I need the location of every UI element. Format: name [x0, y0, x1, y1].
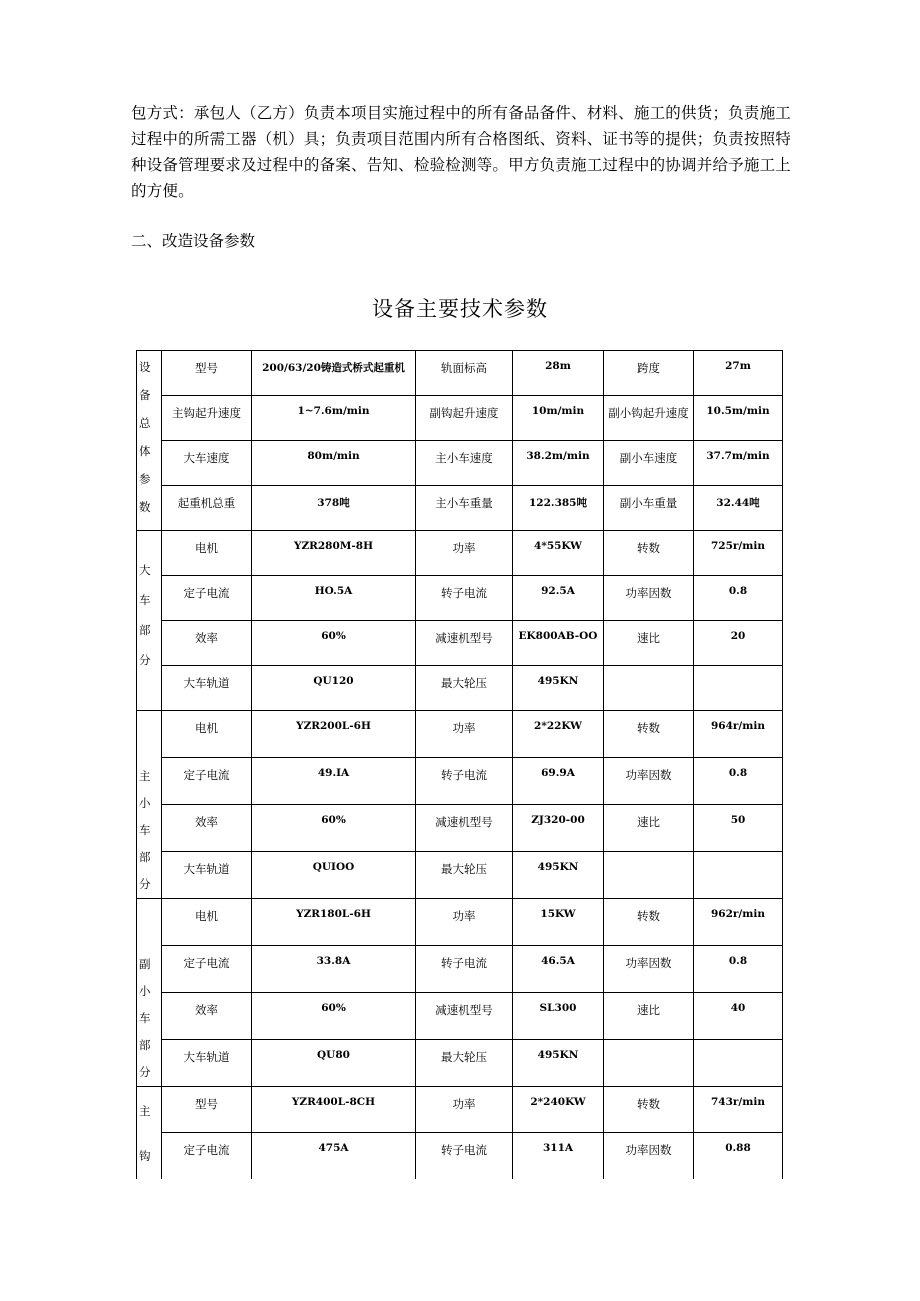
label-cell: 定子电流	[162, 576, 252, 621]
value-cell: 725r/min	[694, 531, 783, 576]
label-cell: 跨度	[604, 351, 694, 396]
value-cell: YZR280M-8H	[252, 531, 416, 576]
value-cell: 33.8A	[252, 946, 416, 993]
value-cell: YZR400L-8CH	[252, 1087, 416, 1133]
label-cell: 大车轨道	[162, 852, 252, 899]
value-cell: QUIOO	[252, 852, 416, 899]
value-cell: 20	[694, 621, 783, 666]
label-cell: 功率	[416, 531, 513, 576]
label-cell: 电机	[162, 531, 252, 576]
label-cell: 效率	[162, 993, 252, 1040]
value-cell: 122.385吨	[513, 486, 604, 531]
table-row	[137, 351, 783, 396]
value-cell: 27m	[694, 351, 783, 396]
params-table	[136, 350, 783, 1179]
label-cell: 效率	[162, 621, 252, 666]
table-row	[137, 1133, 783, 1179]
value-cell: 962r/min	[694, 899, 783, 946]
value-cell: SL300	[513, 993, 604, 1040]
label-cell: 大车轨道	[162, 1040, 252, 1087]
group-label-main-trolley: 主小车部分	[137, 711, 162, 899]
table-row	[137, 666, 783, 711]
label-cell: 转子电流	[416, 946, 513, 993]
label-cell: 型号	[162, 351, 252, 396]
label-cell: 功率因数	[604, 946, 694, 993]
table-row	[137, 441, 783, 486]
value-cell: 2*22KW	[513, 711, 604, 758]
label-cell: 转数	[604, 531, 694, 576]
label-cell: 副钩起升速度	[416, 396, 513, 441]
table-row	[137, 852, 783, 899]
value-cell: 69.9A	[513, 758, 604, 805]
table-title: 设备主要技术参数	[372, 297, 548, 321]
table-row	[137, 396, 783, 441]
table-row	[137, 576, 783, 621]
label-cell: 副小钩起升速度	[604, 396, 694, 441]
value-cell: YZR180L-6H	[252, 899, 416, 946]
label-cell: 定子电流	[162, 946, 252, 993]
value-cell: QU80	[252, 1040, 416, 1087]
label-cell: 功率	[416, 711, 513, 758]
label-cell: 减速机型号	[416, 805, 513, 852]
value-cell: 378吨	[252, 486, 416, 531]
label-cell: 转子电流	[416, 1133, 513, 1179]
value-cell: YZR200L-6H	[252, 711, 416, 758]
value-cell: QU120	[252, 666, 416, 711]
label-cell: 电机	[162, 899, 252, 946]
value-cell: 60%	[252, 993, 416, 1040]
value-cell: 2*240KW	[513, 1087, 604, 1133]
value-cell: EK800AB-OO	[513, 621, 604, 666]
label-cell: 电机	[162, 711, 252, 758]
label-cell: 转数	[604, 1087, 694, 1133]
intro-paragraph: 包方式：承包人（乙方）负责本项目实施过程中的所有备品备件、材料、施工的供货；负责施工过程中的所需工器（机）具；负责项目范围内所有合格图纸、资料、证书等的提供；负责按照特种设备管理要求及过程中的备案、告知、检验检测等。甲方负责施工过程中的协调并给予施工上的方便。	[131, 104, 791, 200]
group-label-overall: 设备总体参数	[137, 351, 162, 531]
table-row	[137, 711, 783, 758]
value-cell: 49.IA	[252, 758, 416, 805]
label-cell: 副小车速度	[604, 441, 694, 486]
label-cell: 最大轮压	[416, 666, 513, 711]
table-row	[137, 758, 783, 805]
value-cell: 495KN	[513, 1040, 604, 1087]
label-cell: 主小车重量	[416, 486, 513, 531]
value-cell: 495KN	[513, 666, 604, 711]
value-cell: HO.5A	[252, 576, 416, 621]
value-cell: 28m	[513, 351, 604, 396]
value-cell: 46.5A	[513, 946, 604, 993]
value-cell: 60%	[252, 621, 416, 666]
value-cell: 0.88	[694, 1133, 783, 1179]
value-cell: 200/63/20铸造式桥式起重机	[252, 351, 416, 396]
label-cell: 大车速度	[162, 441, 252, 486]
label-cell: 大车轨道	[162, 666, 252, 711]
label-cell: 定子电流	[162, 1133, 252, 1179]
table-row	[137, 486, 783, 531]
table-row	[137, 899, 783, 946]
value-cell: 37.7m/min	[694, 441, 783, 486]
label-cell: 功率	[416, 899, 513, 946]
label-cell: 功率	[416, 1087, 513, 1133]
label-cell: 功率因数	[604, 576, 694, 621]
label-cell: 定子电流	[162, 758, 252, 805]
value-cell: 475A	[252, 1133, 416, 1179]
table-row	[137, 993, 783, 1040]
value-cell: 38.2m/min	[513, 441, 604, 486]
value-cell: 80m/min	[252, 441, 416, 486]
label-cell: 减速机型号	[416, 621, 513, 666]
label-cell: 最大轮压	[416, 1040, 513, 1087]
table-row	[137, 1087, 783, 1133]
label-cell: 速比	[604, 805, 694, 852]
value-cell: 0.8	[694, 946, 783, 993]
group-label-aux-trolley: 副小车部分	[137, 899, 162, 1087]
value-cell: ZJ320-00	[513, 805, 604, 852]
value-cell: 0.8	[694, 576, 783, 621]
value-cell: 964r/min	[694, 711, 783, 758]
value-cell	[694, 1040, 783, 1087]
value-cell: 311A	[513, 1133, 604, 1179]
value-cell: 743r/min	[694, 1087, 783, 1133]
value-cell: 15KW	[513, 899, 604, 946]
value-cell: 32.44吨	[694, 486, 783, 531]
value-cell: 495KN	[513, 852, 604, 899]
value-cell: 60%	[252, 805, 416, 852]
label-cell: 主钩起升速度	[162, 396, 252, 441]
value-cell: 40	[694, 993, 783, 1040]
value-cell: 1~7.6m/min	[252, 396, 416, 441]
label-cell: 速比	[604, 621, 694, 666]
value-cell: 4*55KW	[513, 531, 604, 576]
label-cell: 速比	[604, 993, 694, 1040]
label-cell: 转子电流	[416, 758, 513, 805]
label-cell: 最大轮压	[416, 852, 513, 899]
value-cell: 10m/min	[513, 396, 604, 441]
label-cell: 转数	[604, 711, 694, 758]
value-cell: 50	[694, 805, 783, 852]
value-cell	[694, 852, 783, 899]
label-cell: 转数	[604, 899, 694, 946]
label-cell: 功率因数	[604, 1133, 694, 1179]
label-cell: 主小车速度	[416, 441, 513, 486]
table-row	[137, 531, 783, 576]
label-cell: 型号	[162, 1087, 252, 1133]
label-cell	[604, 852, 694, 899]
value-cell: 10.5m/min	[694, 396, 783, 441]
label-cell	[604, 1040, 694, 1087]
label-cell: 轨面标高	[416, 351, 513, 396]
group-label-main-hook: 主钩	[137, 1087, 162, 1180]
label-cell: 起重机总重	[162, 486, 252, 531]
section-heading: 二、改造设备参数	[131, 232, 256, 250]
label-cell: 副小车重量	[604, 486, 694, 531]
value-cell: 92.5A	[513, 576, 604, 621]
label-cell: 功率因数	[604, 758, 694, 805]
label-cell: 转子电流	[416, 576, 513, 621]
value-cell: 0.8	[694, 758, 783, 805]
value-cell	[694, 666, 783, 711]
table-row	[137, 946, 783, 993]
table-row	[137, 1040, 783, 1087]
table-row	[137, 621, 783, 666]
group-label-bridge: 大车部分	[137, 531, 162, 711]
label-cell: 减速机型号	[416, 993, 513, 1040]
label-cell: 效率	[162, 805, 252, 852]
label-cell	[604, 666, 694, 711]
table-row	[137, 805, 783, 852]
